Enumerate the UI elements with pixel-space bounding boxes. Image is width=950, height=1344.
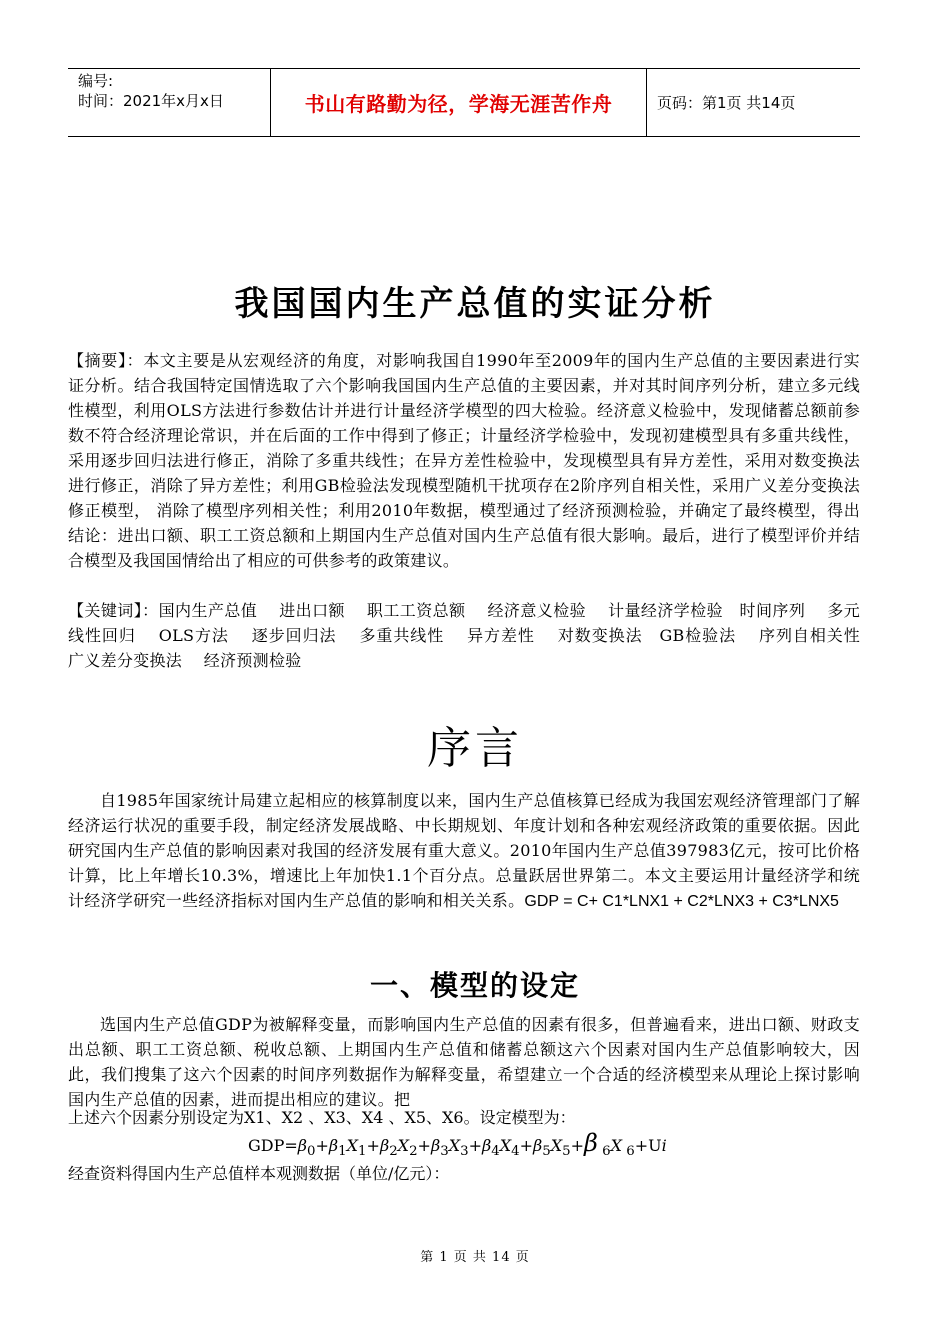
keywords-tag: 【关键词】： [68,601,159,620]
preface-heading: 序言 [427,723,523,774]
factor-definition-line: 上述六个因素分别设定为X1、X2 、X3、X4 、X5、X6。设定模型为： [68,1108,576,1127]
document-number-label: 编号: [78,72,114,90]
keywords-paragraph [68,598,882,673]
page-header [68,68,860,137]
preface-formula: GDP = C+ C1*LNX1 + C2*LNX3 + C3*LNX5 [524,893,839,910]
keywords-text: 国内生产总值 进出口额 职工工资总额 经济意义检验 计量经济学检验 时间序列 多元线性回归 OLS方法 逐步回归法 多重共线性 异方差性 对数变换法 GB检验法 序列自相关性 广义差分变换法 经济预测检验 [68,601,882,670]
section-1-heading: 一、模型的设定 [369,969,580,1002]
document-title: 我国国内生产总值的实证分析 [234,284,716,324]
page-footer: 第 1 页 共 14 页 [420,1250,530,1265]
header-page-label: 页码：第1页 共14页 [657,94,796,112]
preface-text: 自1985年国家统计局建立起相应的核算制度以来，国内生产总值核算已经成为我国宏观经济管理部门了解经济运行状况的重要手段，制定经济发展战略、中长期规划、年度计划和各种宏观经济政策的重要依据。因此研究国内生产总值的影响因素对我国的经济发展有重大意义。2010年国内生产总值397983亿元，按可比价格计算，比上年增长10.3%，增速比上年加快1.1个百分点。总量跃居世界第二。本文主要运用计量经济学和统计经济学研究一些经济指标对国内生产总值的影响和相关关系。 [68,791,860,910]
header-motto: 书山有路勤为径，学海无涯苦作舟 [271,69,647,136]
preface-paragraph [68,788,860,914]
header-meta [68,69,271,136]
abstract-text: 本文主要是从宏观经济的角度，对影响我国自1990年至2009年的国内生产总值的主要因素进行实证分析。结合我国特定国情选取了六个影响我国国内生产总值的主要因素，并对其时间序列分析，建立多元线性模型，利用OLS方法进行参数估计并进行计量经济学模型的四大检验。经济意义检验中，发现储蓄总额前参数不符合经济理论常识，并在后面的工作中得到了修正；计量经济学检验中，发现初建模型具有多重共线性，采用逐步回归法进行修正，消除了多重共线性；在异方差性检验中，发现模型具有异方差性，采用对数变换法进行修正，消除了异方差性；利用GB检验法发现模型随机干扰项存在2阶序列自相关性，采用广义差分变换法修正模型， 消除了模型序列相关性；利用2010年数据，模型通过了经济预测检验，并确定了最终模型，得出结论：进出口额、职工工资总额和上期国内生产总值对国内生产总值有很大影响。最后，进行了模型评价并结合模型及我国国情给出了相应的可供参考的政策建议。 [68,351,860,570]
section-1-paragraph: 选国内生产总值GDP为被解释变量，而影响国内生产总值的因素有很多，但普遍看来，进出口额、财政支出总额、职工工资总额、税收总额、上期国内生产总值和储蓄总额这六个因素对国内生产总值影响较大，因此，我们搜集了这六个因素的时间序列数据作为解释变量，希望建立一个合适的经济模型来从理论上探讨影响国内生产总值的因素，进而提出相应的建议。把 [68,1015,860,1109]
model-equation: $GDP=\beta_0+\beta_1X_1+\beta_2X_2+\beta_3X_3+\beta_4X_4+\beta_5X_5+\beta$ $_6$X $_6$+Ui [248,1129,667,1160]
document-time-label: 时间：2021年x月x日 [78,92,224,110]
data-source-note: 经查资料得国内生产总值样本观测数据（单位/亿元）： [68,1164,450,1183]
abstract-paragraph [68,348,860,573]
abstract-tag: 【摘要】： [68,351,144,370]
